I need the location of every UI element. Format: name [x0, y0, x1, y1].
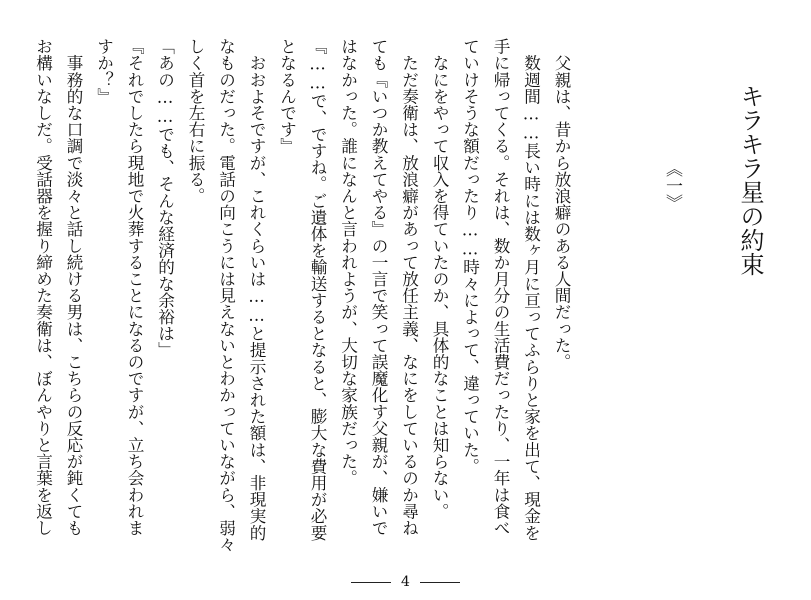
body-line: 『……で、ですね。ご遺体を輸送するとなると、膨大な費用が必要 [308, 38, 327, 541]
body-line: なものだった。電話の向こうには見えないとわかっていながら、弱々 [216, 38, 236, 553]
page-footer [0, 572, 811, 592]
body-line: ていけそうな額だったり……時々によって、違っていた。 [460, 38, 480, 475]
footer-rule-right [420, 582, 460, 583]
footer-rule-left [351, 582, 391, 583]
body-line: ても『いつか教えてやる』の一言で笑って誤魔化す父親が、嫌いで [369, 38, 388, 536]
page-number: 4 [401, 574, 410, 590]
body-line: ただ奏衛は、放浪癖があって放任主義、なにをしているのか尋ね [399, 38, 419, 536]
body-text [33, 38, 576, 558]
body-line: 「あの……でも、そんな経済的な余裕は」 [155, 38, 175, 359]
body-line: 手に帰ってくる。それは、数か月分の生活費だったり、一年は食べ [491, 38, 510, 536]
body-line: 数週間……長い時には数ヶ月に亘ってふらりと家を出て、現金を [521, 38, 541, 541]
body-line: 事務的な口調で淡々と話し続ける男は、こちらの反応が鈍くても [64, 38, 83, 536]
body-line: はなかった。誰になんと言われようが、大切な家族だった。 [338, 38, 358, 487]
body-line: おおよそですが、これくらいは……と提示された額は、非現実的 [247, 38, 266, 541]
book-title: キラキラ星の約束 [736, 84, 764, 276]
body-line: となるんです』 [277, 38, 297, 155]
chapter-heading: 《一》 [662, 160, 682, 211]
body-line: 父親は、昔から放浪癖のある人間だった。 [552, 38, 571, 370]
body-line: 『それでしたら現地で火葬することになるのですが、立ち会われま [125, 38, 144, 536]
body-line: すか？』 [94, 38, 114, 105]
body-line: なにをやって収入を得ていたのか、具体的なことは知らない。 [430, 38, 449, 520]
body-line: お構いなしだ。受話器を握り締めた奏衛は、ぼんやりと言葉を返し [33, 38, 53, 536]
body-line: しく首を左右に振る。 [186, 38, 205, 204]
